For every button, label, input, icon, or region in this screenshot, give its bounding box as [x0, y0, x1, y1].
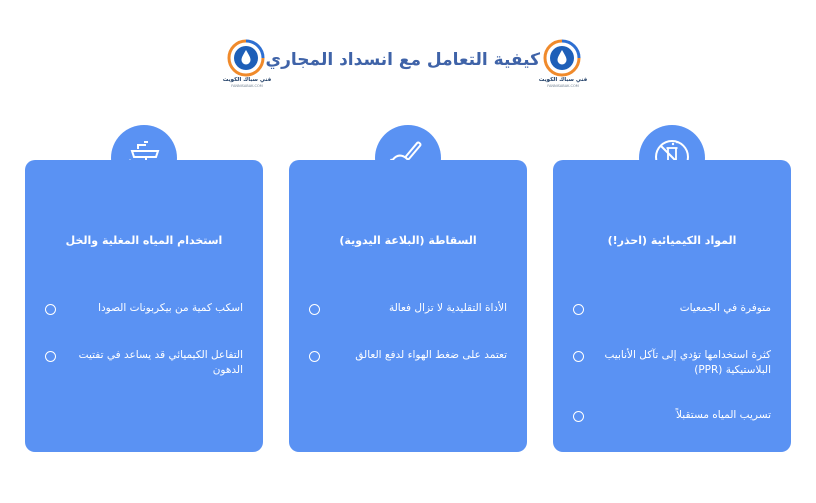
water-drop-logo-icon — [542, 38, 582, 78]
list-item-text: كثرة استخدامها تؤدي إلى تآكل الأنابيب البلاستيكية (PPR) — [604, 349, 771, 376]
brand-logo — [222, 38, 272, 90]
bullet-circle-icon — [45, 304, 56, 315]
list-item — [309, 301, 509, 341]
card-title: المواد الكيميائية (احذر!) — [607, 234, 737, 247]
list-item-text: التفاعل الكيميائي قد يساعد في تفتيت الدهون — [78, 349, 243, 376]
list-item-text: تعتمد على ضغط الهواء لدفع العالق — [355, 349, 507, 361]
bullet-circle-icon — [45, 351, 56, 362]
card-chemicals — [553, 160, 791, 452]
bullet-circle-icon — [573, 411, 584, 422]
list-item — [573, 301, 773, 341]
card-boiling-water — [25, 160, 263, 452]
list-item — [45, 301, 245, 341]
brand-logo — [538, 38, 588, 90]
card-plunger — [289, 160, 527, 452]
list-item — [573, 348, 773, 388]
logo-caption: فني سباك الكويت — [538, 77, 588, 83]
list-item-text: تسريب المياه مستقبلاً — [676, 409, 771, 421]
page-title: كيفية التعامل مع انسداد المجاري — [265, 50, 540, 70]
list-item — [573, 408, 773, 448]
bullet-circle-icon — [573, 351, 584, 362]
card-title: السقاطة (البلاعة اليدوية) — [339, 234, 477, 247]
logo-caption: فني سباك الكويت — [222, 77, 272, 83]
logo-subcaption: FANNISABAK.COM — [231, 84, 263, 88]
list-item-text: اسكب كمية من بيكربونات الصودا — [98, 302, 243, 314]
card-title: استخدام المياه المغلية والخل — [65, 234, 223, 247]
list-item — [45, 348, 245, 388]
list-item-text: متوفرة في الجمعيات — [679, 302, 771, 314]
list-item — [309, 348, 509, 388]
water-drop-logo-icon — [226, 38, 266, 78]
logo-subcaption: FANNISABAK.COM — [547, 84, 579, 88]
list-item-text: الأداة التقليدية لا تزال فعالة — [388, 302, 507, 314]
bullet-circle-icon — [573, 304, 584, 315]
bullet-circle-icon — [309, 351, 320, 362]
header — [0, 38, 816, 98]
bullet-circle-icon — [309, 304, 320, 315]
